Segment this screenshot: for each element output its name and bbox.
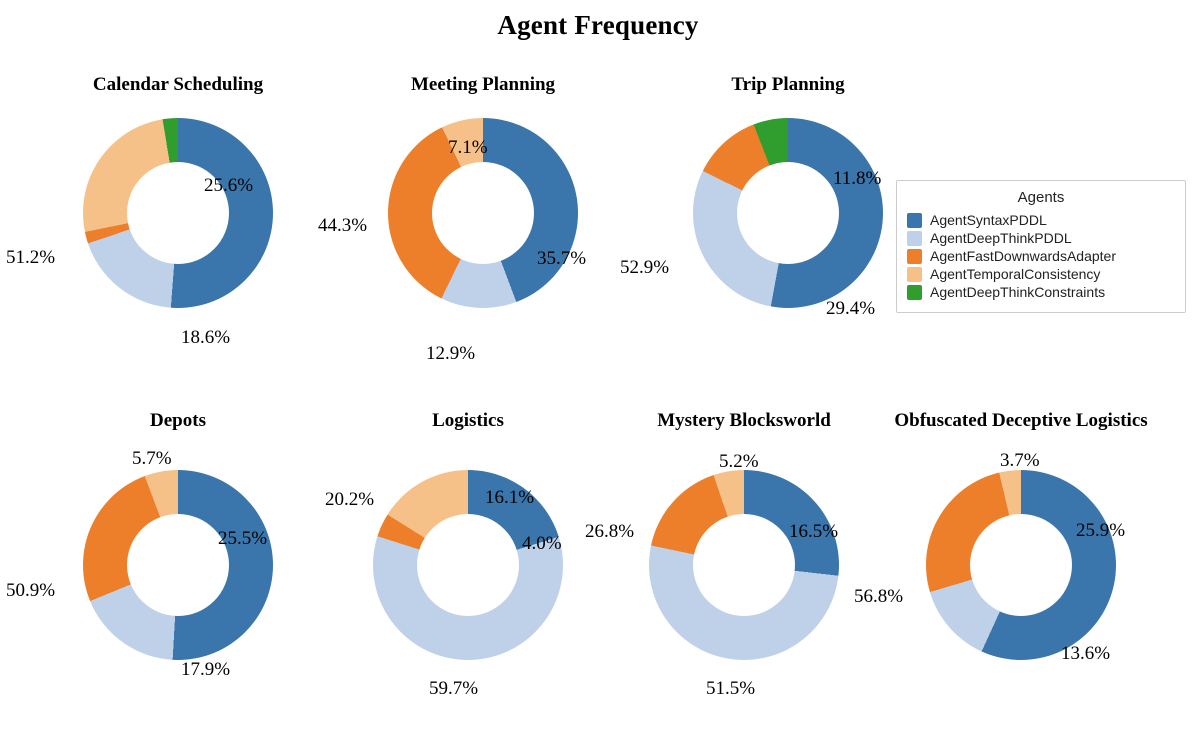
slice-label: 29.4% <box>826 298 876 319</box>
panel-title: Meeting Planning <box>410 74 556 95</box>
slice-label: 5.7% <box>132 448 172 469</box>
donut-chart <box>693 118 883 308</box>
slice-label: 25.6% <box>204 175 254 196</box>
slice-label: 35.7% <box>537 248 587 269</box>
panel-calendar-scheduling <box>6 74 328 374</box>
slice-label: 18.6% <box>181 327 231 348</box>
legend-item-label: AgentSyntaxPDDL <box>930 212 1047 228</box>
panel-title: Mystery Blocksworld <box>657 410 831 431</box>
panel-logistics <box>318 410 618 720</box>
slice-label: 51.5% <box>706 678 756 699</box>
slice-label: 51.2% <box>6 247 56 268</box>
slice-label: 11.8% <box>833 168 882 189</box>
panel-title: Logistics <box>432 410 504 431</box>
slice-label: 12.9% <box>426 343 476 364</box>
panel-obfuscated-deceptive-logistics <box>854 410 1176 720</box>
slice-label: 3.7% <box>1000 450 1040 471</box>
panel-title: Obfuscated Deceptive Logistics <box>894 410 1148 431</box>
donut-chart <box>83 118 273 308</box>
legend-item[interactable] <box>907 266 1175 282</box>
panel-title: Trip Planning <box>731 74 845 95</box>
legend-swatch-icon <box>907 231 922 246</box>
panel-title: Calendar Scheduling <box>92 74 264 95</box>
slice-label: 5.2% <box>719 451 759 472</box>
slice-label: 16.1% <box>485 487 535 508</box>
legend-swatch-icon <box>907 267 922 282</box>
slice-label: 56.8% <box>854 586 904 607</box>
donut-chart <box>926 470 1116 660</box>
legend-item-label: AgentFastDownwardsAdapter <box>930 248 1116 264</box>
slice-label: 50.9% <box>6 580 56 601</box>
legend <box>896 180 1186 313</box>
panel-mystery-blocksworld <box>585 410 894 720</box>
legend-item[interactable] <box>907 284 1175 300</box>
figure-title: Agent Frequency <box>497 10 699 40</box>
slice-label: 20.2% <box>325 489 375 510</box>
legend-swatch-icon <box>907 249 922 264</box>
panel-depots <box>6 410 328 720</box>
donut-chart <box>649 470 839 660</box>
slice-label: 25.5% <box>218 528 268 549</box>
slice-label: 17.9% <box>181 659 231 680</box>
legend-title: Agents <box>1017 189 1065 206</box>
legend-swatch-icon <box>907 213 922 228</box>
legend-item-label: AgentDeepThinkConstraints <box>930 284 1106 300</box>
slice-label: 16.5% <box>789 521 839 542</box>
legend-item[interactable] <box>907 230 1175 246</box>
donut-chart <box>373 470 563 660</box>
panel-trip-planning <box>620 74 938 374</box>
slice-label: 52.9% <box>620 257 670 278</box>
legend-item-label: AgentDeepThinkPDDL <box>930 230 1072 246</box>
slice-label: 7.1% <box>448 137 488 158</box>
panel-meeting-planning <box>318 74 633 374</box>
slice-label: 26.8% <box>585 521 635 542</box>
legend-item-label: AgentTemporalConsistency <box>930 266 1101 282</box>
slice-label: 4.0% <box>522 533 562 554</box>
donut-chart <box>83 470 273 660</box>
slice-label: 25.9% <box>1076 520 1126 541</box>
panel-title: Depots <box>150 410 206 431</box>
legend-item[interactable] <box>907 248 1175 264</box>
slice-label: 44.3% <box>318 215 368 236</box>
slice-label: 13.6% <box>1061 643 1111 664</box>
legend-item[interactable] <box>907 212 1175 228</box>
legend-swatch-icon <box>907 285 922 300</box>
slice-label: 59.7% <box>429 678 479 699</box>
